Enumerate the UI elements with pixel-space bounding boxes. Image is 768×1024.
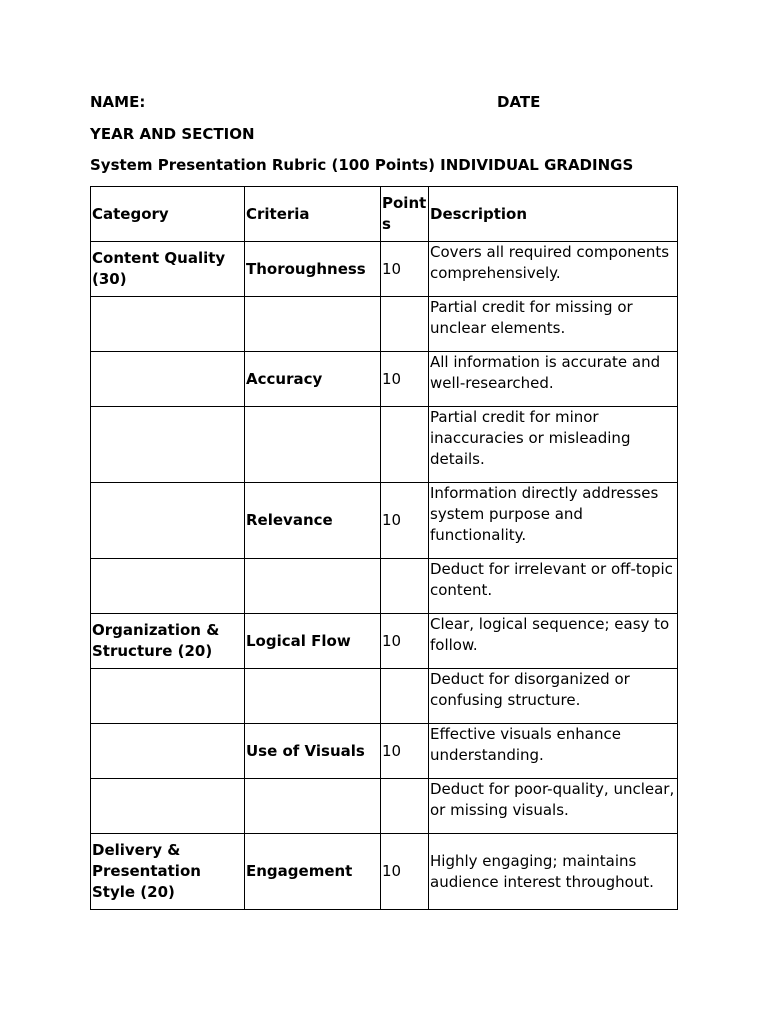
table-row (91, 407, 678, 483)
column-header-description: Description (429, 187, 678, 242)
table-row (91, 614, 678, 669)
criteria-cell (245, 669, 381, 724)
rubric-title: System Presentation Rubric (100 Points) INDIVIDUAL GRADINGS (90, 156, 634, 174)
description-cell: Deduct for irrelevant or off-topic content. (429, 559, 678, 614)
criteria-cell: Thoroughness (245, 242, 381, 297)
points-cell: 10 (381, 724, 429, 779)
criteria-cell (245, 559, 381, 614)
description-cell: Covers all required components comprehensively. (429, 242, 678, 297)
points-cell: 10 (381, 483, 429, 559)
points-cell: 10 (381, 614, 429, 669)
criteria-cell: Use of Visuals (245, 724, 381, 779)
table-row (91, 834, 678, 910)
points-cell (381, 407, 429, 483)
points-cell (381, 297, 429, 352)
criteria-cell: Relevance (245, 483, 381, 559)
criteria-cell (245, 297, 381, 352)
rubric-table (90, 186, 678, 910)
criteria-cell (245, 779, 381, 834)
category-cell (91, 407, 245, 483)
description-cell: Deduct for poor-quality, unclear, or missing visuals. (429, 779, 678, 834)
criteria-cell (245, 407, 381, 483)
category-cell: Organization & Structure (20) (91, 614, 245, 669)
column-header-category: Category (91, 187, 245, 242)
points-cell (381, 779, 429, 834)
category-cell (91, 559, 245, 614)
column-header-points: Points (381, 187, 429, 242)
category-cell (91, 297, 245, 352)
points-cell: 10 (381, 242, 429, 297)
column-header-criteria: Criteria (245, 187, 381, 242)
year-section-label: YEAR AND SECTION (90, 125, 255, 143)
table-row (91, 297, 678, 352)
category-cell (91, 724, 245, 779)
category-cell: Delivery & Presentation Style (20) (91, 834, 245, 910)
criteria-cell: Accuracy (245, 352, 381, 407)
date-label: DATE (497, 93, 541, 111)
description-cell: Deduct for disorganized or confusing structure. (429, 669, 678, 724)
category-cell: Content Quality (30) (91, 242, 245, 297)
category-cell (91, 779, 245, 834)
table-row (91, 779, 678, 834)
description-cell: All information is accurate and well-researched. (429, 352, 678, 407)
table-row (91, 242, 678, 297)
table-row (91, 352, 678, 407)
description-cell: Clear, logical sequence; easy to follow. (429, 614, 678, 669)
description-cell: Highly engaging; maintains audience interest throughout. (429, 834, 678, 910)
category-cell (91, 352, 245, 407)
name-label: NAME: (90, 93, 146, 111)
points-cell (381, 669, 429, 724)
table-header-row (91, 187, 678, 242)
points-cell: 10 (381, 834, 429, 910)
table-row (91, 559, 678, 614)
table-row (91, 483, 678, 559)
category-cell (91, 483, 245, 559)
points-cell (381, 559, 429, 614)
criteria-cell: Engagement (245, 834, 381, 910)
description-cell: Effective visuals enhance understanding. (429, 724, 678, 779)
description-cell: Partial credit for minor inaccuracies or misleading details. (429, 407, 678, 483)
criteria-cell: Logical Flow (245, 614, 381, 669)
table-row (91, 724, 678, 779)
description-cell: Information directly addresses system purpose and functionality. (429, 483, 678, 559)
points-cell: 10 (381, 352, 429, 407)
description-cell: Partial credit for missing or unclear elements. (429, 297, 678, 352)
table-row (91, 669, 678, 724)
category-cell (91, 669, 245, 724)
